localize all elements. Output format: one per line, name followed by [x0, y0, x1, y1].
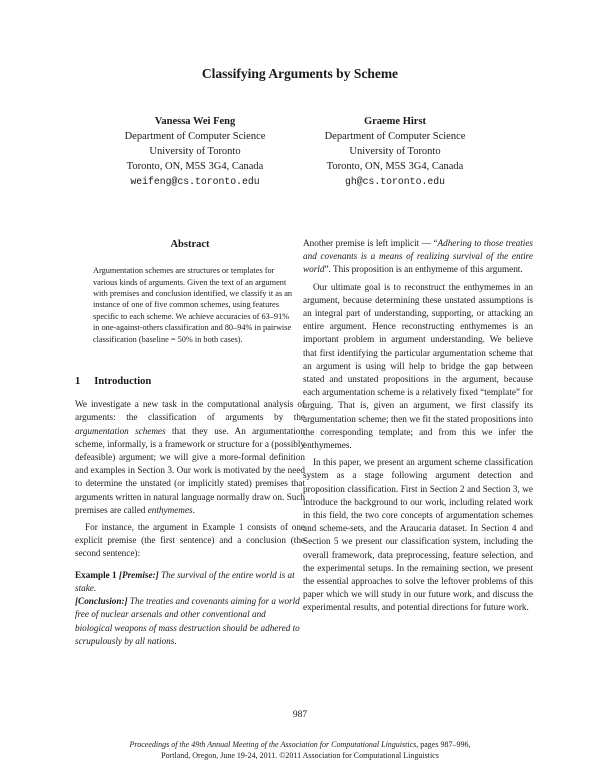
author-name: Graeme Hirst	[363, 116, 427, 127]
example-label: Example 1	[75, 569, 117, 580]
author-name: Vanessa Wei Feng	[154, 116, 236, 127]
intro-paragraph-1	[75, 398, 305, 517]
section-number: 1	[75, 376, 81, 388]
right-paragraph-1	[303, 237, 533, 277]
author-address: Toronto, ON, M5S 3G4, Canada	[326, 161, 464, 172]
footer-proceedings: Proceedings of the 49th Annual Meeting of the Association for Computational Linguistics	[129, 740, 417, 749]
text-run: We investigate a new task in the computational analysis of arguments: the classification of arguments by the	[75, 399, 305, 423]
paper-title: Classifying Arguments by Scheme	[201, 66, 399, 81]
emphasis-text: Adhering to those treaties and covenants is a means of realizing survival of the entire world	[303, 238, 533, 275]
author-address: Toronto, ON, M5S 3G4, Canada	[126, 161, 264, 172]
text-run: that they use. An argumentation scheme, informally, is a framework or structure for a (possibly defeasible) argument; we will give a more-formal definition and examples in Section 3. Our work is motivated by the need to determine the unstated (or implicitly stated) premises that arguments written in natural language normally draw on. Such premises are called	[75, 425, 305, 515]
right-paragraph-2: Our ultimate goal is to reconstruct the enthymemes in an argument, because determining these unstated assumptions is an integral part of understanding, supporting, or attacking an entire argument. Hence reconstructing enthymemes is an important problem in argument understanding. We believe that first identifying the particular argumentation scheme that an argument is using will help to bridge the gap between stated and unstated propositions in the argument, because each argumentation scheme is a relatively fixed “template” for arguing. That is, given an argument, we first classify its argumentation scheme; then we fit the stated propositions into the corresponding template; and from this we infer the enthymemes.	[303, 281, 533, 451]
example-end: .	[174, 635, 177, 646]
author-block-1	[85, 114, 305, 189]
abstract-heading: Abstract	[170, 239, 210, 250]
section-heading-introduction	[75, 375, 305, 388]
text-run: Another premise is left implicit — “	[303, 238, 438, 248]
premise-text: The survival of the entire world is at stake.	[75, 569, 295, 593]
author-dept: Department of Computer Science	[324, 131, 466, 142]
example-1	[75, 569, 305, 648]
page-number: 987	[292, 710, 308, 720]
footer-pages: , pages 987–996,	[416, 740, 471, 749]
left-column	[75, 238, 305, 648]
text-run: ”. This proposition is an enthymeme of this argument.	[324, 264, 523, 275]
author-block-2	[285, 114, 505, 189]
emphasis-text: argumentation schemes	[75, 425, 166, 436]
abstract-body: Argumentation schemes are structures or templates for various kinds of arguments. Given the text of an argument with premises and conclusion identified, we classify it as an instance of one of five common schemes, using features specific to each scheme. We achieve accuracies of 63–91% in one-against-others classification and 80–94% in pairwise classification (baseline = 50% in both cases).	[93, 266, 293, 344]
text-run: .	[192, 504, 195, 515]
author-email: gh@cs.toronto.edu	[345, 176, 445, 187]
footer-line-2: Portland, Oregon, June 19-24, 2011. ©2011 Association for Computational Linguistics	[161, 750, 439, 760]
conclusion-text: The treaties and covenants aiming for a world free of nuclear arsenals and other conventional and biological weapons of mass destruction should be adhered to scrupulously by all nations	[75, 596, 300, 646]
emphasis-text: enthymemes	[147, 504, 193, 515]
author-university: University of Toronto	[349, 146, 441, 157]
premise-tag: [Premise:]	[118, 569, 159, 580]
author-email: weifeng@cs.toronto.edu	[130, 176, 260, 187]
conclusion-tag: [Conclusion:]	[75, 596, 128, 607]
author-university: University of Toronto	[149, 146, 241, 157]
section-title: Introduction	[94, 376, 152, 388]
intro-paragraph-2: For instance, the argument in Example 1 consists of one explicit premise (the first sentence) and a conclusion (the second sentence):	[75, 522, 305, 559]
right-column	[303, 237, 533, 619]
footer	[0, 740, 600, 761]
footer-line-1	[0, 740, 600, 751]
right-paragraph-3: In this paper, we present an argument scheme classification system as a stage following argument detection and proposition classification. First in Section 2 and Section 3, we introduce the background to our work, including related work in this field, the two core concepts of argumentation schemes and scheme-sets, and the Araucaria dataset. In Section 4 and Section 5 we present our classification system, including the overall framework, data preprocessing, feature selection, and the experimental setups. In the remaining section, we present the essential approaches to solve the leftover problems of this paper which we will study in our future work, and discuss the experimental results, and potential directions for future work.	[303, 457, 533, 613]
author-dept: Department of Computer Science	[124, 131, 266, 142]
